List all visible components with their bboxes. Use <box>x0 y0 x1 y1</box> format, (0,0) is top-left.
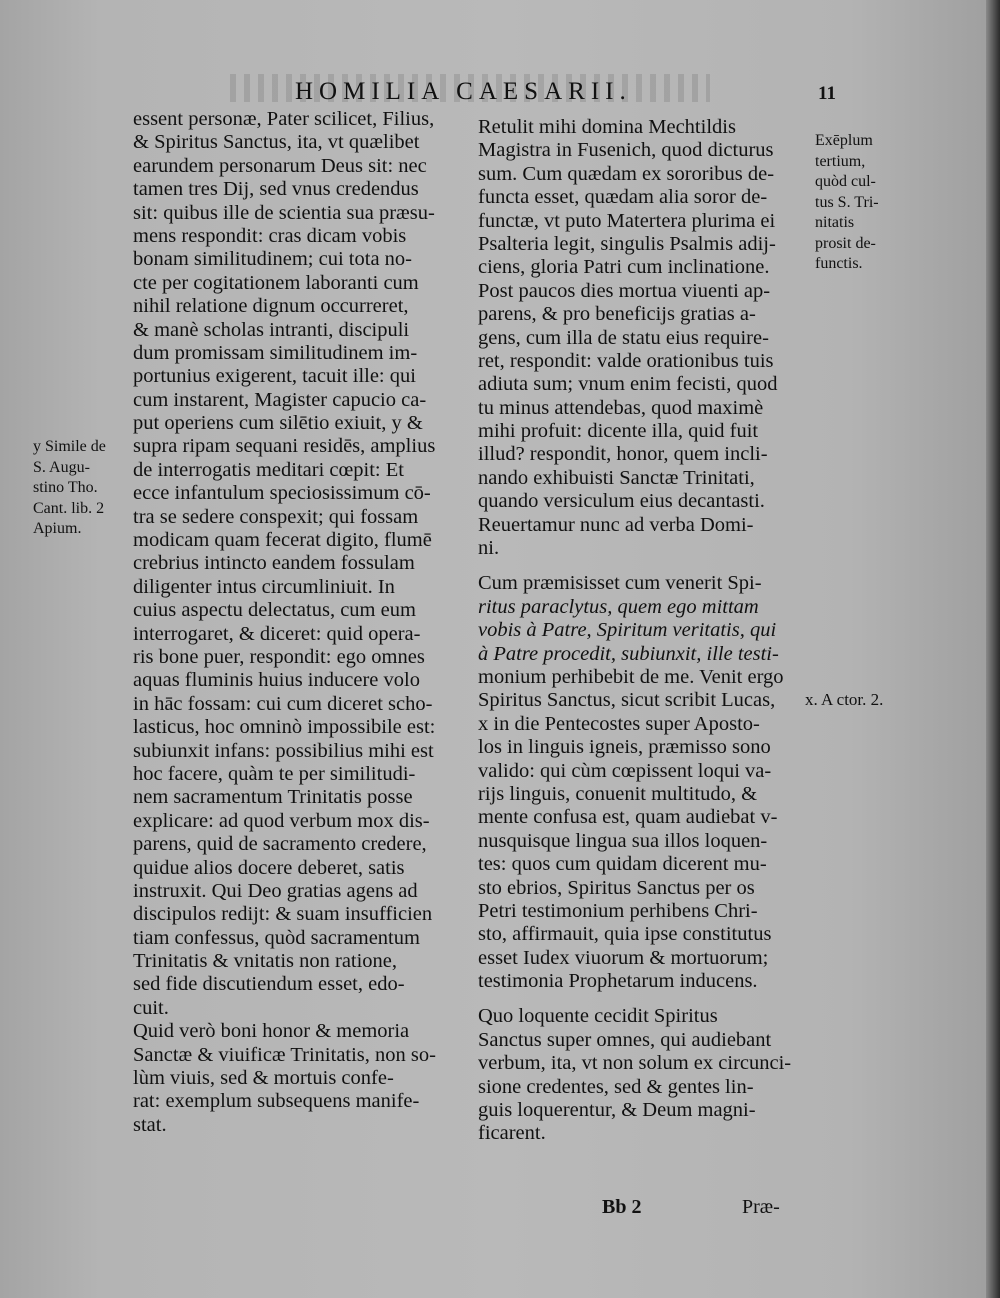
text-line: stat. <box>133 1113 167 1136</box>
text-line: ris bone puer, respondit: ego omnes <box>133 645 425 668</box>
text-line: gens, cum illa de statu eius require- <box>478 326 769 349</box>
text-line: Quo loquente cecidit Spiritus <box>478 1005 718 1028</box>
text-line: Spiritus Sanctus, sicut scribit Lucas, <box>478 689 776 712</box>
text-line: verbum, ita, vt non solum ex circunci- <box>478 1052 792 1075</box>
margin-line: tertium, <box>815 152 866 170</box>
text-line: Sanctus super omnes, qui audiebant <box>478 1028 772 1051</box>
text-line: & manè scholas intranti, discipuli <box>133 318 410 341</box>
text-line: interrogaret, & diceret: quid opera- <box>133 622 421 645</box>
right-margin-note <box>815 131 879 275</box>
signature-mark: Bb 2 <box>602 1196 642 1218</box>
text-line: put operiens cum silētio exiuit, y & <box>133 412 423 435</box>
running-title: HOMILIA CAESARII. <box>295 78 632 105</box>
text-line: quando versiculum eius decantasti. <box>478 490 765 513</box>
text-line: crebrius intincto eandem fossulam <box>133 552 415 575</box>
left-margin-note <box>33 437 106 540</box>
text-line: & Spiritus Sanctus, ita, vt quælibet <box>133 131 420 154</box>
text-line: mihi profuit: dicente illa, quid fuit <box>478 420 759 443</box>
text-line: rat: exemplum subsequens manife- <box>133 1090 420 1113</box>
text-line: sione credentes, sed & gentes lin- <box>478 1075 754 1098</box>
paragraph-break <box>478 993 813 1005</box>
text-line: vobis à Patre, Spiritum veritatis, qui <box>478 619 777 642</box>
text-line: diligenter intus circumliniuit. In <box>133 575 395 598</box>
margin-line: Apium. <box>33 520 82 537</box>
text-line: sto, affirmauit, quia ipse constitutus <box>478 923 772 946</box>
text-line: bonam similitudinem; cui tota no- <box>133 248 412 271</box>
margin-line: tus S. Tri- <box>815 193 879 211</box>
text-line: Quid verò boni honor & memoria <box>133 1020 410 1043</box>
acts-reference-note: x. A ctor. 2. <box>805 690 884 709</box>
page-number: 11 <box>818 83 836 104</box>
text-line: Reuertamur nunc ad verba Domi- <box>478 513 754 536</box>
page-edge-shadow <box>986 0 1000 1298</box>
text-line: nusquisque lingua sua illos loquen- <box>478 829 768 852</box>
text-line: lùm viuis, sed & mortuis confe- <box>133 1067 394 1090</box>
text-line: ecce infantulum speciosissimum cō- <box>133 482 431 505</box>
text-line: instruxit. Qui Deo gratias agens ad <box>133 879 418 902</box>
text-line: rijs linguis, conuenit multitudo, & <box>478 782 758 805</box>
text-line: subiunxit infans: possibilius mihi est <box>133 739 434 762</box>
text-line: sit: quibus ille de scientia sua præsu- <box>133 201 435 224</box>
text-line: dum promissam similitudinem im- <box>133 341 418 364</box>
margin-line: S. Augu- <box>33 458 90 476</box>
margin-line: stino Tho. <box>33 479 98 496</box>
paragraph-break <box>478 560 813 572</box>
text-line: quidue alios docere deberet, satis <box>133 856 405 879</box>
margin-line: y Simile de <box>33 438 106 455</box>
text-line: nando exhibuisti Sanctæ Trinitati, <box>478 466 755 489</box>
text-line: essent personæ, Pater scilicet, Filius, <box>133 108 435 130</box>
text-line: de interrogatis meditari cœpit: Et <box>133 458 404 481</box>
text-line: ritus paraclytus, quem ego mittam <box>478 595 759 618</box>
text-line: hoc facere, quàm te per similitudi- <box>133 762 416 785</box>
text-line: sed fide discutiendum esset, edo- <box>133 973 405 996</box>
text-line: cte per cogitationem laboranti cum <box>133 271 419 294</box>
margin-line: prosit de- <box>815 234 876 252</box>
margin-line: quòd cul- <box>815 173 876 190</box>
text-line: in hāc fossam: cui cum diceret scho- <box>133 692 433 715</box>
text-line: ni. <box>478 537 500 560</box>
text-line: testimonia Prophetarum inducens. <box>478 970 758 993</box>
text-line: aquas fluminis huius inducere volo <box>133 669 420 692</box>
text-line: Petri testimonium perhibens Chri- <box>478 899 758 922</box>
text-line: los in linguis igneis, præmisso sono <box>478 736 771 759</box>
text-line: sum. Cum quædam ex sororibus de- <box>478 162 775 185</box>
text-line: parens, quid de sacramento credere, <box>133 833 427 856</box>
text-line: mens respondit: cras dicam vobis <box>133 224 407 247</box>
text-line: ficarent. <box>478 1122 546 1145</box>
text-line: earundem personarum Deus sit: nec <box>133 154 427 177</box>
text-line: x in die Pentecostes super Aposto- <box>478 712 760 735</box>
margin-line: Cant. lib. 2 <box>33 499 105 517</box>
text-line: modicam quam fecerat digito, flumē <box>133 529 432 552</box>
text-line: parens, & pro beneficijs gratias a- <box>478 303 756 326</box>
text-line: esset Iudex viuorum & mortuorum; <box>478 946 769 969</box>
text-line: tu minus attendebas, quod maximè <box>478 396 764 419</box>
text-line: guis loquerentur, & Deum magni- <box>478 1099 756 1122</box>
text-line: tamen tres Dij, sed vnus credendus <box>133 178 419 201</box>
text-line: explicare: ad quod verbum mox dis- <box>133 809 430 832</box>
text-line: à Patre procedit, subiunxit, ille testi- <box>478 642 779 665</box>
text-line: sto ebrios, Spiritus Sanctus per os <box>478 876 755 899</box>
text-line: mente confusa est, quam audiebat v- <box>478 806 778 829</box>
margin-line: Exēplum <box>815 132 873 149</box>
margin-line: functis. <box>815 255 863 272</box>
text-line: Retulit mihi domina Mechtildis <box>478 116 736 138</box>
text-line: tra se sedere conspexit; qui fossam <box>133 505 419 528</box>
text-line: nem sacramentum Trinitatis posse <box>133 786 413 809</box>
catchword: Præ- <box>742 1196 780 1218</box>
text-line: ret, respondit: valde orationibus tuis <box>478 349 774 372</box>
text-line: nihil relatione dignum occurreret, <box>133 295 409 318</box>
text-line: functæ, vt puto Matertera plurima ei <box>478 209 776 232</box>
text-line: tes: quos cum quidam dicerent mu- <box>478 853 767 876</box>
text-line: Magistra in Fusenich, quod dicturus <box>478 139 774 162</box>
text-line: cuit. <box>133 996 169 1019</box>
text-line: functa esset, quædam alia soror de- <box>478 186 768 209</box>
text-line: Sanctæ & viuificæ Trinitatis, non so- <box>133 1043 436 1066</box>
text-line: cuius aspectu delectatus, cum eum <box>133 599 416 622</box>
left-text-column <box>133 108 463 1137</box>
text-line: lasticus, hoc omninò impossibile est: <box>133 716 436 739</box>
text-line: tiam confessus, quòd sacramentum <box>133 926 420 949</box>
text-line: Psalteria legit, singulis Psalmis adij- <box>478 232 776 255</box>
margin-line: nitatis <box>815 214 855 231</box>
text-line: Post paucos dies mortua viuenti ap- <box>478 279 771 302</box>
text-line: supra ripam sequani residēs, amplius <box>133 435 436 458</box>
text-line: discipulos redijt: & suam insufficien <box>133 903 433 926</box>
text-line: illud? respondit, honor, quem incli- <box>478 443 768 466</box>
text-line: cum instarent, Magister capucio ca- <box>133 388 427 411</box>
text-line: adiuta sum; vnum enim fecisti, quod <box>478 373 778 396</box>
text-line: Trinitatis & vnitatis non ratione, <box>133 950 398 973</box>
right-text-column <box>478 116 813 1146</box>
text-line: ciens, gloria Patri cum inclinatione. <box>478 256 770 279</box>
text-line: valido: qui cùm cœpissent loqui va- <box>478 759 772 782</box>
text-line: Cum præmisisset cum venerit Spi- <box>478 572 762 595</box>
text-line: portunius exigerent, tacuit ille: qui <box>133 365 416 388</box>
text-line: monium perhibebit de me. Venit ergo <box>478 665 784 688</box>
